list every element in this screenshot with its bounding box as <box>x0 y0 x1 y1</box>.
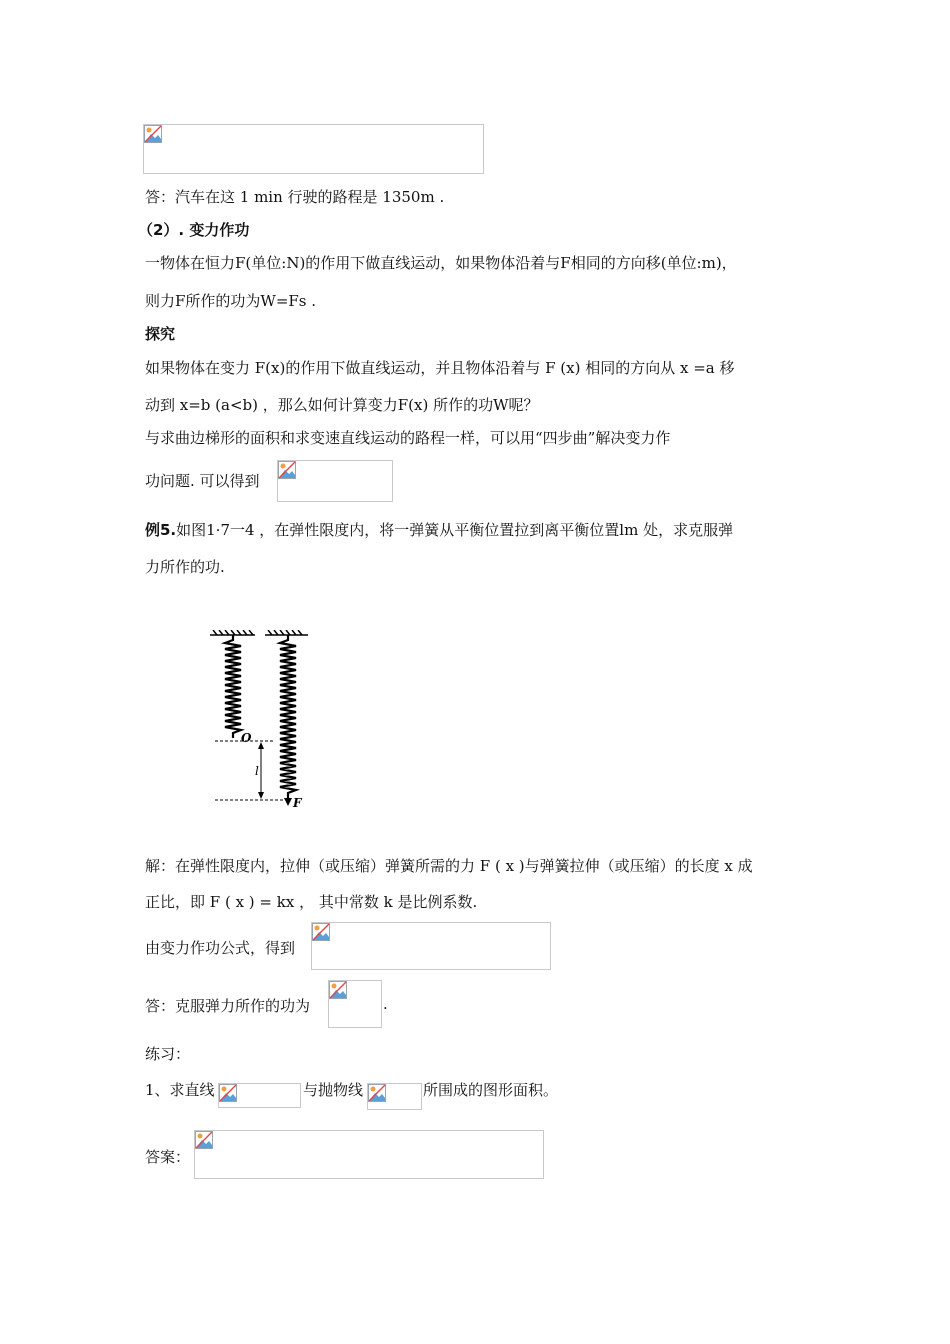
label-l: l <box>255 764 259 778</box>
paragraph-line: 则力F所作的功为W=Fs . <box>145 292 317 310</box>
formula-image <box>311 922 551 970</box>
answer-label: 答案： <box>145 1148 191 1166</box>
solution-line: 正比，即 F ( x ) = kx ， 其中常数 k 是比例系数. <box>145 893 478 911</box>
spring-right <box>280 635 296 798</box>
answer-line-1: 答：汽车在这 1 min 行驶的路程是 1350m . <box>145 188 445 206</box>
force-arrow-icon <box>284 798 292 806</box>
exercise-text: 所围成的图形面积。 <box>423 1081 559 1099</box>
paragraph-line: 动到 x=b (a<b) ，那么如何计算变力F(x) 所作的功W呢？ <box>145 396 539 414</box>
spring-figure <box>205 630 325 810</box>
formula-line: 由变力作功公式，得到 <box>145 939 296 957</box>
example-line <box>145 519 733 540</box>
broken-image-icon <box>329 981 347 999</box>
formula-image <box>367 1083 422 1110</box>
paragraph-line: 功问题. 可以得到 <box>145 472 260 490</box>
formula-image <box>194 1130 544 1179</box>
example-text: 如图1·7一4 ，在弹性限度内，将一弹簧从平衡位置拉到离平衡位置lm 处，求克服弹 <box>176 521 734 539</box>
label-o: O <box>241 731 252 745</box>
formula-image <box>328 980 382 1028</box>
ceiling-right <box>265 630 308 635</box>
broken-image-icon <box>219 1084 237 1102</box>
example-label: 例5. <box>145 521 177 539</box>
broken-image-icon <box>278 461 296 479</box>
practice-heading: 练习： <box>145 1045 191 1063</box>
answer-line-2: 答：克服弹力所作的功为 <box>145 997 311 1015</box>
exercise-text: 1、求直线 <box>145 1081 215 1099</box>
broken-image-icon <box>195 1131 213 1149</box>
section-heading: （2）. 变力作功 <box>138 221 250 239</box>
formula-image <box>143 124 484 174</box>
broken-image-icon <box>368 1084 386 1102</box>
paragraph-line: 如果物体在变力 F(x)的作用下做直线运动，并且物体沿着与 F (x) 相同的方向从 x =a 移 <box>145 359 735 377</box>
spring-left <box>225 635 241 738</box>
paragraph-line: 与求曲边梯形的面积和求变速直线运动的路程一样，可以用“四步曲”解决变力作 <box>145 429 671 447</box>
exercise-text: 与抛物线 <box>303 1081 364 1099</box>
formula-image <box>218 1083 301 1108</box>
paragraph-line: 一物体在恒力F(单位:N)的作用下做直线运动，如果物体沿着与F相同的方向移(单位:m)， <box>145 254 737 272</box>
example-line-2: 力所作的功. <box>145 558 225 576</box>
label-f: F <box>293 796 302 810</box>
solution-line: 解：在弹性限度内，拉伸（或压缩）弹簧所需的力 F ( x )与弹簧拉伸（或压缩）的长度 x 成 <box>145 857 753 875</box>
explore-heading: 探究 <box>145 325 176 343</box>
broken-image-icon <box>312 923 330 941</box>
answer-suffix: . <box>383 995 388 1013</box>
ceiling-left <box>210 630 255 635</box>
formula-image <box>277 460 393 502</box>
broken-image-icon <box>144 125 162 143</box>
